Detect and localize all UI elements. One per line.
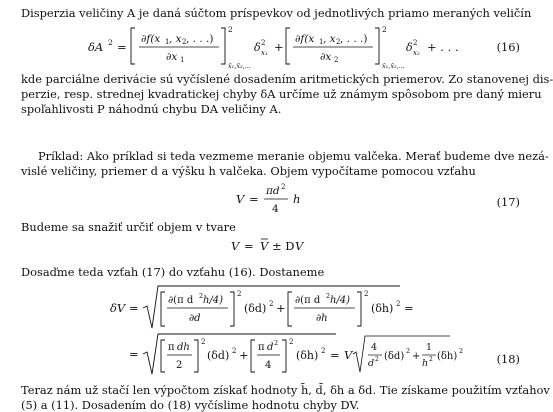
svg-text:± D: ± D xyxy=(272,239,295,253)
svg-text:, x: , x xyxy=(169,33,182,45)
svg-text:=: = xyxy=(330,348,340,362)
equation-16 xyxy=(88,22,508,72)
svg-text:dh: dh xyxy=(177,342,190,353)
svg-text:h: h xyxy=(422,358,429,369)
svg-text:2: 2 xyxy=(289,338,294,346)
svg-text:, x: , x xyxy=(323,33,336,45)
svg-text:δ: δ xyxy=(406,41,413,54)
svg-text:x₂: x₂ xyxy=(413,49,420,57)
svg-text:=: = xyxy=(244,239,254,253)
svg-text:V: V xyxy=(344,348,353,362)
svg-text:∂f(x: ∂f(x xyxy=(141,33,161,45)
svg-text:x₁: x₁ xyxy=(261,49,268,57)
svg-text:V: V xyxy=(231,239,240,253)
svg-text:∂x: ∂x xyxy=(166,51,178,63)
equation-17-number: (17) xyxy=(496,195,520,209)
svg-text:2: 2 xyxy=(274,339,279,347)
svg-text:2: 2 xyxy=(326,292,331,300)
svg-text:1: 1 xyxy=(180,56,185,64)
svg-text:2: 2 xyxy=(108,38,113,47)
svg-text:+: + xyxy=(274,40,284,54)
svg-text:π: π xyxy=(258,342,265,353)
svg-text:V: V xyxy=(295,239,304,253)
svg-text:(δd): (δd) xyxy=(244,302,267,315)
svg-text:2: 2 xyxy=(429,356,433,363)
svg-text:δV: δV xyxy=(110,301,126,315)
paragraph-example-line2: vislé veličiny, priemer d a výšku h valčeka. Objem vypočítame pomocou vzťahu xyxy=(21,164,476,178)
svg-text:2: 2 xyxy=(228,25,233,34)
svg-text:1: 1 xyxy=(319,38,324,46)
svg-text:(δd): (δd) xyxy=(384,351,405,362)
svg-text:4: 4 xyxy=(272,203,279,215)
svg-text:2: 2 xyxy=(176,360,183,371)
paragraph-goal: Budeme sa snažiť určiť objem v tvare xyxy=(21,220,236,234)
svg-text:=: = xyxy=(117,40,127,54)
paragraph-conclusion-line1: Teraz nám už stačí len výpočtom získať hodnoty h̄, d̄, δh a δd. Tie získame použitím vzťahov xyxy=(21,383,550,397)
svg-text:δA: δA xyxy=(88,40,104,54)
svg-text:(δh): (δh) xyxy=(296,349,319,362)
svg-text:x̄₁,x̄₂,...: x̄₁,x̄₂,... xyxy=(228,62,251,70)
paragraph-substitute: Dosaďme teda vzťah (17) do vzťahu (16). Dostaneme xyxy=(21,265,325,279)
svg-text:=: = xyxy=(129,347,139,361)
svg-text:+ . . .: + . . . xyxy=(427,40,459,54)
equation-18 xyxy=(110,284,464,382)
svg-text:(δh): (δh) xyxy=(371,302,394,315)
svg-text:V: V xyxy=(236,192,245,206)
svg-text:+: + xyxy=(412,351,421,362)
svg-text:2: 2 xyxy=(336,38,341,46)
svg-text:∂x: ∂x xyxy=(320,51,332,63)
svg-text:x̄₁,x̄₂,...: x̄₁,x̄₂,... xyxy=(382,62,405,70)
svg-text:1: 1 xyxy=(165,38,170,46)
svg-text:∂h: ∂h xyxy=(316,313,328,324)
svg-text:d: d xyxy=(368,358,375,369)
svg-text:=: = xyxy=(404,301,414,315)
svg-text:, . . .): , . . .) xyxy=(186,33,214,45)
svg-text:h/4): h/4) xyxy=(330,295,351,306)
svg-text:2: 2 xyxy=(182,38,187,46)
svg-text:∂f(x: ∂f(x xyxy=(295,33,315,45)
svg-text:2: 2 xyxy=(375,356,379,363)
svg-text:π: π xyxy=(168,342,175,353)
svg-text:h/4): h/4) xyxy=(203,295,224,306)
svg-text:2: 2 xyxy=(364,290,369,298)
svg-text:2: 2 xyxy=(413,39,418,47)
svg-text:+: + xyxy=(276,301,286,315)
paragraph-derivatives-line1: kde parciálne derivácie sú vyčíslené dosadením aritmetických priemerov. Zo stanovenej dis- xyxy=(21,72,553,86)
svg-text:h: h xyxy=(293,192,301,206)
svg-text:∂(π d: ∂(π d xyxy=(295,295,321,306)
svg-text:1: 1 xyxy=(426,342,433,353)
equation-16-graphic xyxy=(88,22,508,68)
equation-18-graphic xyxy=(110,284,464,378)
svg-text:V: V xyxy=(260,239,269,253)
equation-17-graphic xyxy=(236,182,316,216)
svg-text:2: 2 xyxy=(396,300,401,308)
equation-result-form-graphic xyxy=(231,236,311,256)
equation-result-form xyxy=(231,236,311,260)
svg-text:2: 2 xyxy=(199,292,204,300)
svg-text:(δh): (δh) xyxy=(437,351,458,362)
svg-text:∂d: ∂d xyxy=(189,313,201,324)
equation-18-number: (18) xyxy=(496,352,520,366)
paragraph-example-line1: Príklad: Ako príklad si teda vezmeme meranie objemu valčeka. Merať budeme dve nezá- xyxy=(38,149,549,163)
svg-text:2: 2 xyxy=(232,347,237,355)
svg-text:πd: πd xyxy=(266,185,280,197)
svg-text:2: 2 xyxy=(237,290,242,298)
svg-text:2: 2 xyxy=(281,183,286,191)
svg-text:δ: δ xyxy=(254,41,261,54)
paragraph-intro: Disperzia veličiny A je daná súčtom príspevkov od jednotlivých priamo meraných veličín xyxy=(21,6,532,20)
paragraph-derivatives-line2: perzie, resp. strednej kvadratickej chyby δA určíme už známym spôsobom pre daný mieru xyxy=(21,87,542,101)
svg-text:2: 2 xyxy=(201,338,206,346)
equation-17 xyxy=(236,182,316,220)
svg-text:2: 2 xyxy=(269,300,274,308)
svg-text:2: 2 xyxy=(382,25,387,34)
svg-text:(δd): (δd) xyxy=(207,349,230,362)
svg-text:2: 2 xyxy=(459,347,464,355)
paragraph-derivatives-line3: spoľahlivosti P náhodnú chybu DA veličiny A. xyxy=(21,102,282,116)
svg-text:2: 2 xyxy=(334,56,339,64)
svg-text:+: + xyxy=(239,348,249,362)
paragraph-conclusion-line2: (5) a (11). Dosadením do (18) vyčíslime hodnotu chyby DV. xyxy=(21,398,360,412)
svg-text:=: = xyxy=(249,192,259,206)
svg-text:=: = xyxy=(129,301,139,315)
svg-text:2: 2 xyxy=(261,39,266,47)
equation-16-number: (16) xyxy=(496,40,520,54)
svg-text:, . . .): , . . .) xyxy=(340,33,368,45)
svg-text:d: d xyxy=(267,342,274,353)
svg-text:2: 2 xyxy=(321,347,326,355)
svg-text:4: 4 xyxy=(371,342,378,353)
svg-text:2: 2 xyxy=(406,347,411,355)
svg-text:4: 4 xyxy=(265,360,272,371)
svg-text:∂(π d: ∂(π d xyxy=(168,295,194,306)
